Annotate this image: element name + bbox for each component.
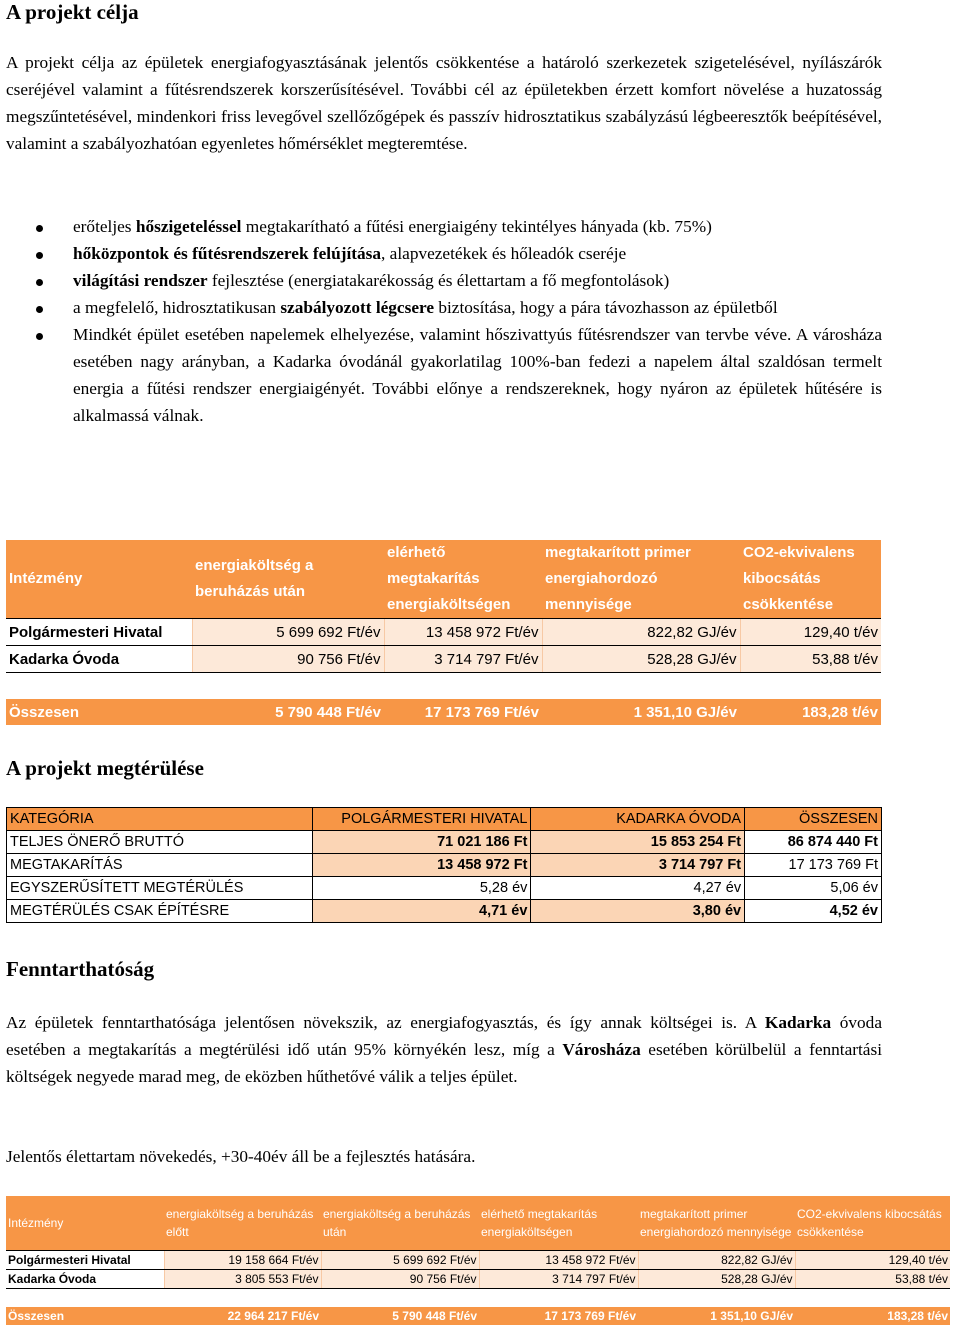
table-row bbox=[6, 1251, 950, 1270]
table-cell: 528,28 GJ/év bbox=[542, 646, 740, 673]
bullet-icon bbox=[36, 252, 43, 259]
table-cell: 5,28 év bbox=[312, 877, 531, 900]
table-cell: 528,28 GJ/év bbox=[638, 1270, 795, 1289]
table-total-row bbox=[6, 1307, 950, 1325]
institution-name: Kadarka Óvoda bbox=[6, 646, 192, 673]
table-cell: 4,71 év bbox=[312, 900, 531, 923]
total-label: Összesen bbox=[6, 699, 192, 725]
column-header: ÖSSZESEN bbox=[745, 808, 882, 831]
table-header-row bbox=[7, 808, 882, 831]
table-cell: 3 805 553 Ft/év bbox=[164, 1270, 321, 1289]
table-row bbox=[7, 900, 882, 923]
table-cell: 19 158 664 Ft/év bbox=[164, 1251, 321, 1270]
column-header: POLGÁRMESTERI HIVATAL bbox=[312, 808, 531, 831]
list-item: világítási rendszer fejlesztése (energiatakarékosság és élettartam a fő megfontolások) bbox=[0, 267, 882, 294]
table-cell: 15 853 254 Ft bbox=[531, 831, 745, 854]
total-label: Összesen bbox=[6, 1307, 164, 1325]
table-total-row bbox=[6, 699, 881, 725]
table-cell: 4,52 év bbox=[745, 900, 882, 923]
table-cell: 5,06 év bbox=[745, 877, 882, 900]
table-header-row bbox=[6, 1196, 950, 1251]
table-cell: 3 714 797 Ft bbox=[531, 854, 745, 877]
column-header: KADARKA ÓVODA bbox=[531, 808, 745, 831]
table-row bbox=[7, 854, 882, 877]
column-header: megtakarított primer energiahordozó mennyisége bbox=[542, 540, 740, 619]
table-cell: 13 458 972 Ft/év bbox=[384, 619, 542, 646]
table-cell: 13 458 972 Ft/év bbox=[479, 1251, 638, 1270]
table-cell: 3 714 797 Ft/év bbox=[479, 1270, 638, 1289]
table-cell: 4,27 év bbox=[531, 877, 745, 900]
column-header: CO2-ekvivalens kibocsátás csökkentése bbox=[740, 540, 881, 619]
bullet-icon bbox=[36, 333, 43, 340]
payback-table bbox=[6, 807, 882, 923]
table-cell: 5 790 448 Ft/év bbox=[192, 699, 384, 725]
column-header: KATEGÓRIA bbox=[7, 808, 313, 831]
energy-savings-table bbox=[6, 540, 881, 725]
column-header: megtakarított primer energiahordozó mennyisége bbox=[638, 1196, 795, 1251]
table-cell: 183,28 t/év bbox=[740, 699, 881, 725]
goal-paragraph: A projekt célja az épületek energiafogyasztásának jelentős csökkentése a határoló szerkezetek szigetelésével, nyílászárók cseréjével valamint a fűtésrendszerek korszerűsítésével. További cél az épületekben érzett komfort növelése a huzatosság megszűntetésével, mindenkori friss levegővel szellőzőgépek és passzív hidrosztatikus szabályzású légbeeresztők beépítésével, valamint a szabályozhatóan egyenletes hőmérséklet megteremtése. bbox=[6, 53, 882, 153]
row-label: TELJES ÖNERŐ BRUTTÓ bbox=[7, 831, 313, 854]
table-cell: 822,82 GJ/év bbox=[542, 619, 740, 646]
list-item: erőteljes hőszigeteléssel megtakarítható a fűtési energiaigény tekintélyes hányada (kb. 75%) bbox=[0, 213, 882, 240]
section-title-payback: A projekt megtérülése bbox=[6, 756, 204, 780]
table-row bbox=[6, 619, 881, 646]
column-header: elérhető megtakarítás energiaköltségen bbox=[384, 540, 542, 619]
table-cell: 1 351,10 GJ/év bbox=[542, 699, 740, 725]
table-cell: 71 021 186 Ft bbox=[312, 831, 531, 854]
table-cell: 129,40 t/év bbox=[740, 619, 881, 646]
bullet-icon bbox=[36, 306, 43, 313]
table-spacer-row bbox=[6, 673, 881, 700]
list-item: Mindkét épület esetében napelemek elhelyezése, valamint hőszivattyús fűtésrendszer van tervbe véve. A városháza esetében nagy arányban, a Kadarka óvodánál gyakorlatilag 100%-ban fedezi a napelem által szaldósan termelt energia a fűtési rendszer energiaigényét. További előnye a rendszereknek, hogy nyáron az épületek hűtésére is alkalmassá válnak. bbox=[0, 321, 882, 429]
institution-name: Polgármesteri Hivatal bbox=[6, 1251, 164, 1270]
goal-bullet-list bbox=[0, 213, 882, 429]
column-header: energiaköltség a beruházás után bbox=[192, 540, 384, 619]
list-item: a megfelelő, hidrosztatikusan szabályozott légcsere biztosítása, hogy a pára távozhasson az épületből bbox=[0, 294, 882, 321]
table-cell: 17 173 769 Ft/év bbox=[384, 699, 542, 725]
column-header: CO2-ekvivalens kibocsátás csökkentése bbox=[795, 1196, 950, 1251]
table-cell: 183,28 t/év bbox=[795, 1307, 950, 1325]
cost-comparison-table bbox=[6, 1196, 950, 1325]
table-row bbox=[7, 831, 882, 854]
table-cell: 1 351,10 GJ/év bbox=[638, 1307, 795, 1325]
sustainability-paragraph: Az épületek fenntarthatósága jelentősen növekszik, az energiafogyasztás, és így annak költségei is. A Kadarka óvoda esetében a megtakarítás a megtérülési idő után 95% környékén lesz, míg a Városháza esetében körülbelül a fenntartási költségek negyede marad meg, de eközben hűthetővé válik a teljes épület. bbox=[6, 1013, 883, 1086]
institution-name: Kadarka Óvoda bbox=[6, 1270, 164, 1289]
institution-name: Polgármesteri Hivatal bbox=[6, 619, 192, 646]
table-cell: 3 714 797 Ft/év bbox=[384, 646, 542, 673]
table-cell: 822,82 GJ/év bbox=[638, 1251, 795, 1270]
table-cell: 90 756 Ft/év bbox=[192, 646, 384, 673]
row-label: MEGTÉRÜLÉS CSAK ÉPÍTÉSRE bbox=[7, 900, 313, 923]
table-cell: 90 756 Ft/év bbox=[321, 1270, 479, 1289]
table-cell: 13 458 972 Ft bbox=[312, 854, 531, 877]
section-title-goal: A projekt célja bbox=[6, 0, 139, 24]
column-header: energiaköltség a beruházás után bbox=[321, 1196, 479, 1251]
table-row bbox=[7, 877, 882, 900]
table-cell: 53,88 t/év bbox=[795, 1270, 950, 1289]
table-cell: 22 964 217 Ft/év bbox=[164, 1307, 321, 1325]
column-header: Intézmény bbox=[6, 540, 192, 619]
bullet-icon bbox=[36, 225, 43, 232]
table-row bbox=[6, 646, 881, 673]
list-item: hőközpontok és fűtésrendszerek felújítása, alapvezetékek és hőleadók cseréje bbox=[0, 240, 882, 267]
table-cell: 3,80 év bbox=[531, 900, 745, 923]
table-header-row bbox=[6, 540, 881, 619]
table-cell: 5 790 448 Ft/év bbox=[321, 1307, 479, 1325]
bullet-icon bbox=[36, 279, 43, 286]
table-cell: 53,88 t/év bbox=[740, 646, 881, 673]
table-spacer-row bbox=[6, 1289, 950, 1308]
column-header: energiaköltség a beruházás előtt bbox=[164, 1196, 321, 1251]
table-cell: 86 874 440 Ft bbox=[745, 831, 882, 854]
table-cell: 5 699 692 Ft/év bbox=[192, 619, 384, 646]
table-cell: 5 699 692 Ft/év bbox=[321, 1251, 479, 1270]
row-label: EGYSZERŰSÍTETT MEGTÉRÜLÉS bbox=[7, 877, 313, 900]
row-label: MEGTAKARÍTÁS bbox=[7, 854, 313, 877]
section-title-sustainability: Fenntarthatóság bbox=[6, 957, 155, 981]
column-header: elérhető megtakarítás energiaköltségen bbox=[479, 1196, 638, 1251]
table-cell: 17 173 769 Ft bbox=[745, 854, 882, 877]
table-row bbox=[6, 1270, 950, 1289]
lifetime-paragraph: Jelentős élettartam növekedés, +30-40év áll be a fejlesztés hatására. bbox=[6, 1147, 476, 1166]
table-cell: 17 173 769 Ft/év bbox=[479, 1307, 638, 1325]
table-cell: 129,40 t/év bbox=[795, 1251, 950, 1270]
column-header: Intézmény bbox=[6, 1196, 164, 1251]
